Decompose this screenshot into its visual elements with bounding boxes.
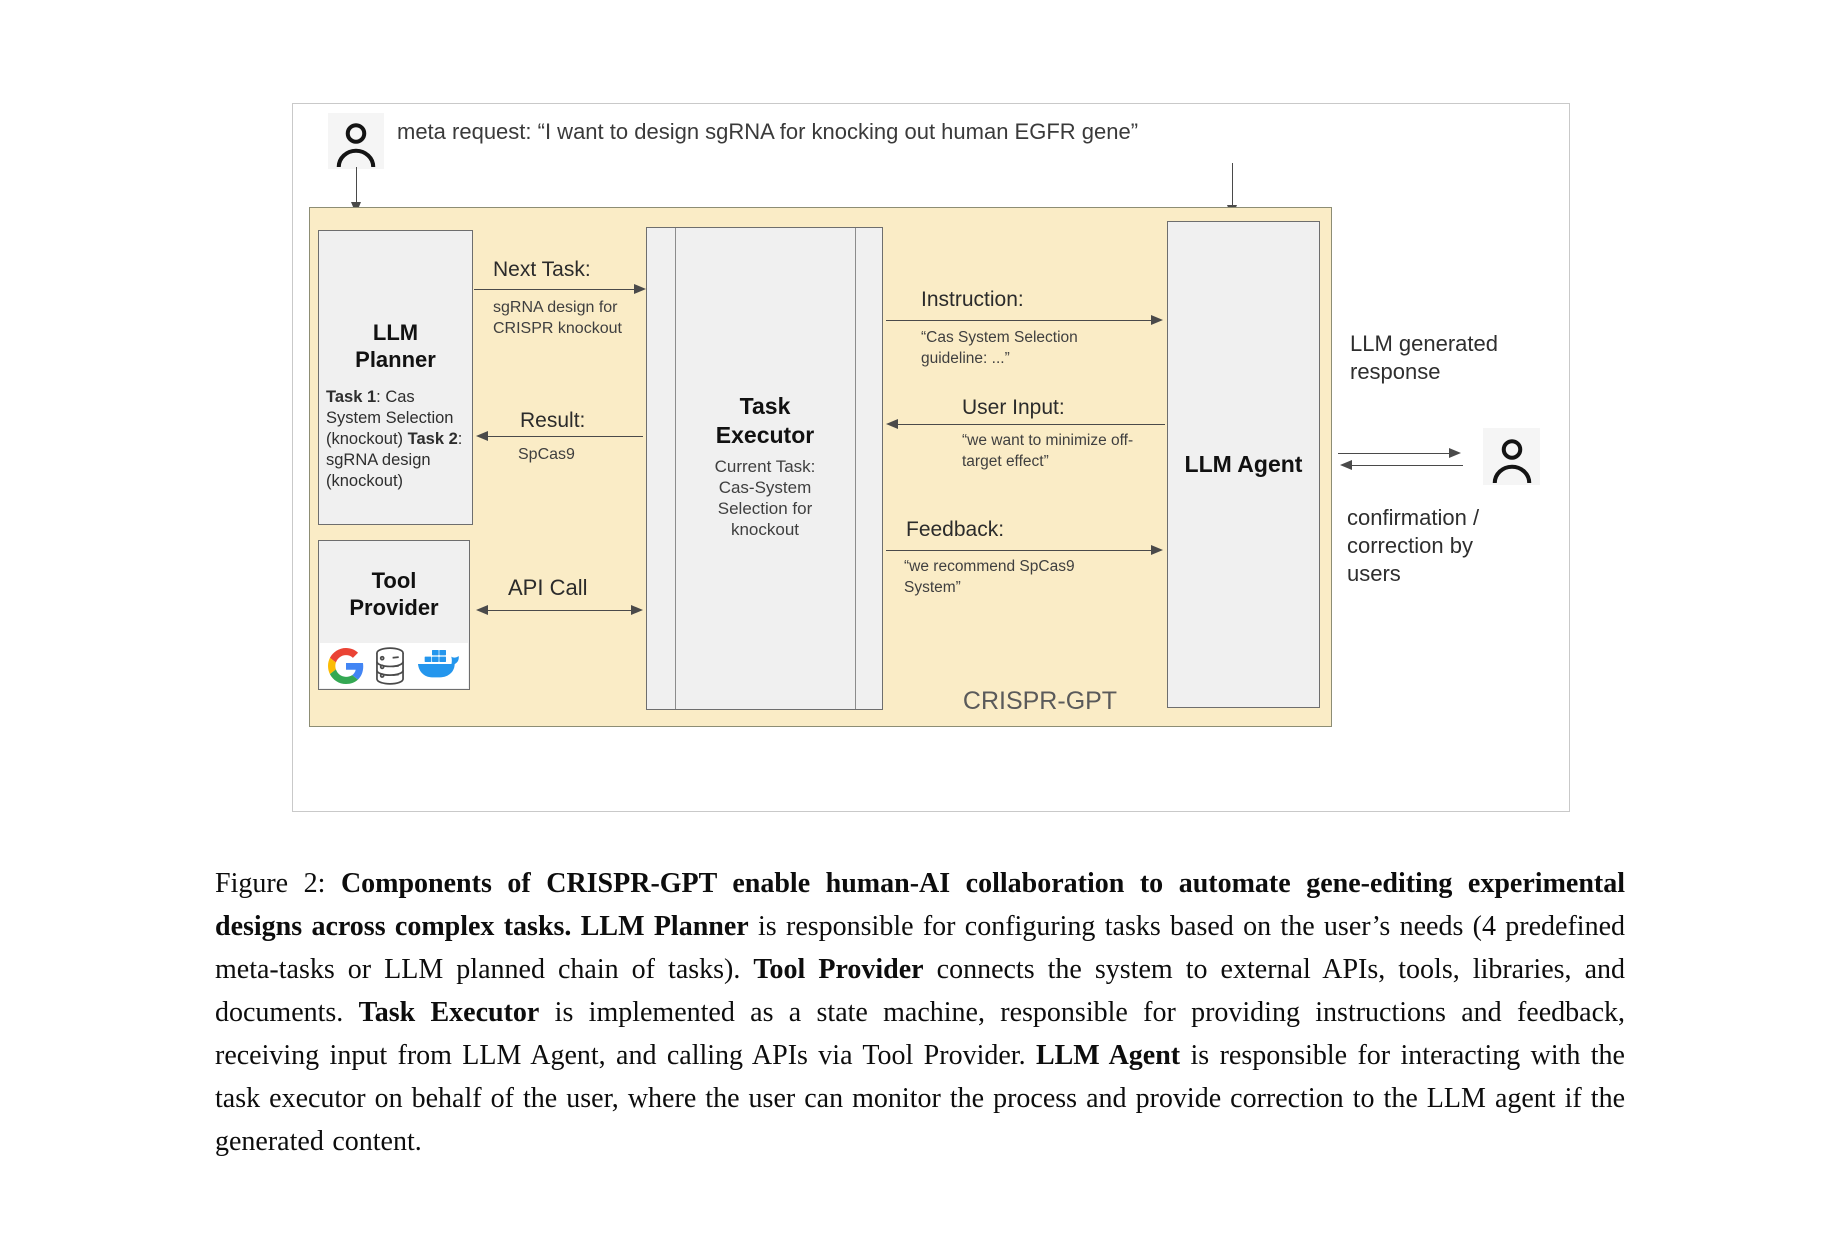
next-task-arrowhead [634,284,646,294]
caption-text-4: is responsible for interacting with the task executor on behalf of the user, where the user can monitor the process and provide correction to the LLM agent if the generated content. [215,1040,1625,1157]
tool-provider-icons [320,643,468,688]
caption-llm-planner: LLM Planner [571,911,749,942]
task-executor-box [646,227,883,710]
task-executor-title: Task Executor [715,393,815,448]
user-input-label: User Input: [962,396,1065,419]
api-call-arrowhead-right [631,605,643,615]
task2-name: Task 2 [407,430,458,448]
executor-right-rail [855,228,856,709]
api-call-arrow [487,610,633,611]
llm-generated-response-text: LLM generated response [1350,331,1498,384]
tool-provider-box [318,540,470,690]
feedback-arrowhead [1151,545,1163,555]
caption-text-1: is responsible for configuring tasks based on the user’s needs (4 predefined meta-tasks or LLM planned chain of tasks). [215,911,1625,985]
agent-to-user-arrow [1338,453,1450,454]
task-executor-subtitle: Current Task: Cas-System Selection for knockout [714,457,816,539]
instruction-label: Instruction: [921,288,1024,311]
database-icon [371,646,409,686]
feedback-label: Feedback: [906,518,1005,541]
end-user-icon [1483,428,1540,485]
result-label: Result: [520,409,586,432]
result-detail: SpCas9 [518,446,575,463]
agent-to-user-arrowhead [1449,448,1461,458]
tool-provider-title: Tool Provider [349,568,439,620]
crispr-gpt-label: CRISPR-GPT [962,687,1118,715]
task1-name: Task 1 [326,388,377,406]
caption-llm-agent: LLM Agent [1035,1040,1181,1071]
user-to-agent-arrow [1351,465,1463,466]
llm-agent-title: LLM Agent [1184,451,1303,477]
caption-task-executor: Task Executor [358,997,540,1028]
google-logo [328,648,364,684]
docker-logo [416,649,460,683]
task2-desc: : sgRNA design (knockout) [326,430,463,490]
caption-figure-number: Figure 2: [215,868,341,899]
llm-planner-title: LLM Planner [355,320,436,372]
result-arrow [487,436,643,437]
caption-text-2: connects the system to external APIs, tools, libraries, and documents. [215,954,1625,1028]
feedback-arrow [886,550,1153,551]
llm-planner-box [318,230,473,525]
next-task-detail: sgRNA design for CRISPR knockout [493,299,622,337]
caption-bold-title: Components of CRISPR-GPT enable human-AI collaboration to automate gene-editing experimental designs across complex tasks. [215,868,1625,942]
next-task-label: Next Task: [493,258,591,281]
result-arrowhead [476,431,488,441]
feedback-detail: “we recommend SpCas9 System” [904,558,1075,596]
instruction-detail: “Cas System Selection guideline: ...” [921,329,1078,367]
user-input-arrowhead [886,419,898,429]
user-input-detail: “we want to minimize off-target effect” [962,432,1134,470]
caption-tool-provider: Tool Provider [753,954,924,985]
user-input-arrow [897,424,1165,425]
instruction-arrowhead [1151,315,1163,325]
api-call-arrowhead-left [476,605,488,615]
api-call-label: API Call [508,575,588,600]
confirmation-text: confirmation / correction by users [1347,505,1480,586]
llm-agent-box [1167,221,1320,708]
next-task-arrow [474,289,637,290]
user-to-agent-arrowhead [1340,460,1352,470]
llm-planner-tasks [326,387,466,492]
executor-left-rail [675,228,676,709]
caption-text-3: is implemented as a state machine, responsible for providing instructions and feedback, receiving input from LLM Agent, and calling APIs via Tool Provider. [215,997,1626,1071]
instruction-arrow [886,320,1153,321]
user-icon [328,113,384,169]
task1-desc: : Cas System Selection (knockout) [326,388,454,448]
meta-request-text: meta request: “I want to design sgRNA for knocking out human EGFR gene” [397,119,1139,144]
figure-caption [215,862,1625,1163]
